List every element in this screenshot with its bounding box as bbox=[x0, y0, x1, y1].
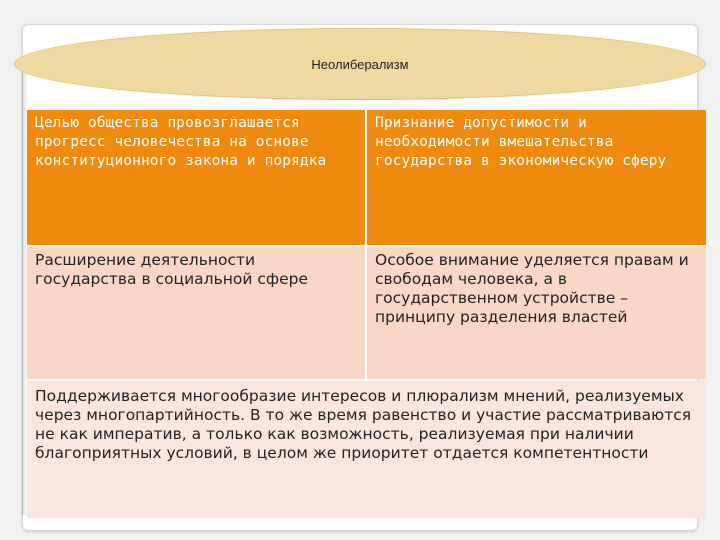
table-cell-goal: Целью общества провозглашается прогресс человечества на основе конституционного закона и порядка bbox=[27, 110, 365, 245]
slide-title: Неолиберализм bbox=[311, 56, 409, 72]
table-cell-rights-freedoms: Особое внимание уделяется правам и свободам человека, а в государственном устройстве – принципу разделения властей bbox=[367, 247, 706, 379]
table-cell-social-sphere: Расширение деятельности государства в социальной сфере bbox=[27, 247, 365, 379]
table-footer-pluralism: Поддерживается многообразие интересов и плюрализм мнений, реализуемых через многопартийность. В то же время равенство и участие рассматриваются не как императив, а только как возможность, реализуемая при наличии благоприятных условий, в целом же приоритет отдается компетентности bbox=[27, 381, 706, 518]
table-cell-state-intervention: Признание допустимости и необходимости вмешательства государства в экономическую сферу bbox=[367, 110, 706, 245]
